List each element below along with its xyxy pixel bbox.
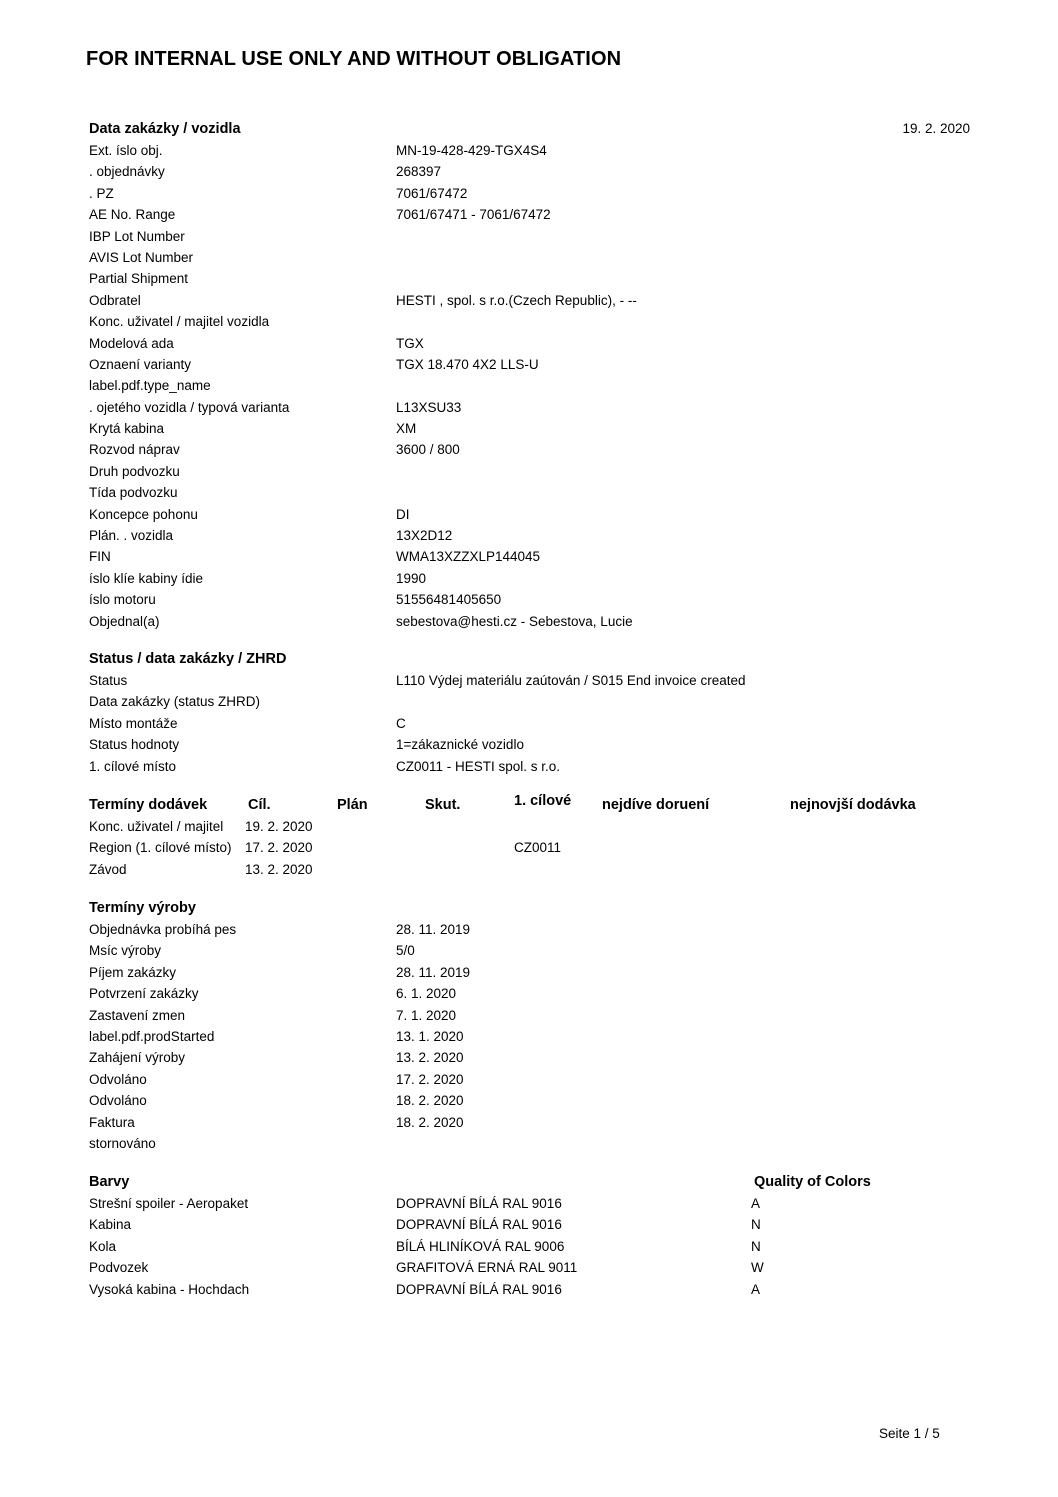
field-value: BÍLÁ HLINÍKOVÁ RAL 9006 bbox=[396, 1238, 565, 1254]
field-value: 6. 1. 2020 bbox=[396, 986, 457, 1002]
field-row bbox=[89, 670, 989, 691]
colors-header-row bbox=[89, 1171, 989, 1193]
col-latest-delivery: nejnovjší dodávka bbox=[790, 797, 916, 813]
field-label: stornováno bbox=[89, 1135, 156, 1151]
field-label: IBP Lot Number bbox=[89, 228, 185, 244]
field-label: Zahájení výroby bbox=[89, 1050, 186, 1066]
field-value: 7061/67472 bbox=[396, 185, 468, 201]
field-label: Rozvod náprav bbox=[89, 442, 180, 458]
production-rows bbox=[89, 919, 989, 1154]
delivery-row bbox=[89, 859, 989, 880]
quality-of-colors-heading: Quality of Colors bbox=[754, 1174, 871, 1190]
delivery-target-date: 13. 2. 2020 bbox=[245, 861, 313, 877]
field-label: íslo motoru bbox=[89, 592, 156, 608]
field-row bbox=[89, 333, 989, 354]
field-label: AE No. Range bbox=[89, 207, 176, 223]
field-value: 13. 2. 2020 bbox=[396, 1050, 464, 1066]
page-title: FOR INTERNAL USE ONLY AND WITHOUT OBLIGATION bbox=[86, 48, 622, 70]
field-value: 28. 11. 2019 bbox=[396, 964, 471, 980]
color-quality: N bbox=[751, 1238, 761, 1254]
status-rows bbox=[89, 670, 989, 777]
field-row bbox=[89, 611, 989, 632]
field-label: Odvoláno bbox=[89, 1071, 147, 1087]
status-section bbox=[89, 648, 989, 777]
field-label: AVIS Lot Number bbox=[89, 249, 194, 265]
color-quality: A bbox=[751, 1281, 761, 1297]
delivery-row bbox=[89, 816, 989, 837]
field-row bbox=[89, 1047, 989, 1068]
field-row bbox=[89, 397, 989, 418]
field-label: 1. cílové místo bbox=[89, 758, 177, 774]
field-value: 268397 bbox=[396, 164, 442, 180]
field-label: Zastavení zmen bbox=[89, 1007, 186, 1023]
production-section bbox=[89, 897, 989, 1154]
field-row bbox=[89, 1257, 989, 1278]
field-row bbox=[89, 375, 989, 396]
field-row bbox=[89, 1005, 989, 1026]
field-value: DI bbox=[396, 506, 410, 522]
field-label: label.pdf.type_name bbox=[89, 378, 211, 394]
field-row bbox=[89, 1090, 989, 1111]
field-row bbox=[89, 1069, 989, 1090]
field-row bbox=[89, 919, 989, 940]
field-row bbox=[89, 1279, 989, 1300]
page-number: Seite 1 / 5 bbox=[879, 1426, 940, 1441]
field-value: 1990 bbox=[396, 570, 427, 586]
field-value: 7061/67471 - 7061/67472 bbox=[396, 207, 551, 223]
field-value: 7. 1. 2020 bbox=[396, 1007, 457, 1023]
field-row bbox=[89, 226, 989, 247]
delivery-header-row bbox=[89, 794, 989, 816]
field-row bbox=[89, 713, 989, 734]
field-label: . objednávky bbox=[89, 164, 165, 180]
field-value: 13X2D12 bbox=[396, 528, 453, 544]
field-row bbox=[89, 1236, 989, 1257]
field-row bbox=[89, 734, 989, 755]
field-row bbox=[89, 140, 989, 161]
delivery-label: Závod bbox=[89, 861, 127, 877]
field-value: C bbox=[396, 715, 406, 731]
field-row bbox=[89, 204, 989, 225]
field-value: 18. 2. 2020 bbox=[396, 1114, 464, 1130]
field-value: 18. 2. 2020 bbox=[396, 1093, 464, 1109]
field-label: Kola bbox=[89, 1238, 117, 1254]
field-value: TGX 18.470 4X2 LLS-U bbox=[396, 356, 539, 372]
field-label: Objednal(a) bbox=[89, 613, 160, 629]
field-value: 51556481405650 bbox=[396, 592, 502, 608]
order-data-heading bbox=[89, 118, 989, 140]
field-row bbox=[89, 461, 989, 482]
field-row bbox=[89, 1026, 989, 1047]
field-value: CZ0011 - HESTI spol. s r.o. bbox=[396, 758, 561, 774]
color-quality: N bbox=[751, 1217, 761, 1233]
field-label: Strešní spoiler - Aeropaket bbox=[89, 1196, 249, 1211]
field-value: DOPRAVNÍ BÍLÁ RAL 9016 bbox=[396, 1196, 562, 1211]
field-value: L13XSU33 bbox=[396, 399, 462, 415]
field-row bbox=[89, 439, 989, 460]
field-label: Faktura bbox=[89, 1114, 135, 1130]
delivery-row bbox=[89, 837, 989, 858]
field-value: 1=zákaznické vozidlo bbox=[396, 737, 524, 753]
field-value: WMA13XZZXLP144045 bbox=[396, 549, 541, 565]
field-row bbox=[89, 290, 989, 311]
field-label: íslo klíe kabiny ídie bbox=[89, 570, 204, 586]
order-data-section bbox=[89, 118, 989, 632]
col-skut: Skut. bbox=[425, 797, 461, 813]
field-row bbox=[89, 311, 989, 332]
field-label: . PZ bbox=[89, 185, 114, 201]
field-label: Ext. íslo obj. bbox=[89, 143, 163, 158]
field-label: Kabina bbox=[89, 1217, 132, 1233]
col-cil: Cíl. bbox=[248, 797, 271, 813]
delivery-label: Region (1. cílové místo) bbox=[89, 840, 232, 856]
field-label: label.pdf.prodStarted bbox=[89, 1028, 215, 1044]
field-label: Data zakázky (status ZHRD) bbox=[89, 694, 261, 710]
document-date: 19. 2. 2020 bbox=[902, 121, 970, 136]
field-value: MN-19-428-429-TGX4S4 bbox=[396, 143, 547, 158]
field-label: Tída podvozku bbox=[89, 485, 178, 501]
field-row bbox=[89, 983, 989, 1004]
field-row bbox=[89, 546, 989, 567]
field-row bbox=[89, 268, 989, 289]
field-row bbox=[89, 691, 989, 712]
field-row bbox=[89, 940, 989, 961]
field-value: HESTI , spol. s r.o.(Czech Republic), - -- bbox=[396, 292, 637, 308]
field-value: 17. 2. 2020 bbox=[396, 1071, 464, 1087]
colors-heading: Barvy bbox=[89, 1174, 130, 1190]
field-label: Koncepce pohonu bbox=[89, 506, 198, 522]
field-label: Odvoláno bbox=[89, 1093, 147, 1109]
field-value: XM bbox=[396, 421, 417, 437]
field-value: 3600 / 800 bbox=[396, 442, 460, 458]
field-value: DOPRAVNÍ BÍLÁ RAL 9016 bbox=[396, 1281, 562, 1297]
field-label: Modelová ada bbox=[89, 335, 174, 351]
order-data-rows bbox=[89, 140, 989, 632]
field-label: Plán. . vozidla bbox=[89, 528, 174, 544]
field-row bbox=[89, 161, 989, 182]
field-label: Partial Shipment bbox=[89, 271, 189, 287]
field-label: FIN bbox=[89, 549, 111, 565]
field-value: 28. 11. 2019 bbox=[396, 922, 471, 937]
field-label: Odbratel bbox=[89, 292, 141, 308]
field-row bbox=[89, 568, 989, 589]
field-label: Píjem zakázky bbox=[89, 964, 177, 980]
field-row bbox=[89, 482, 989, 503]
field-row bbox=[89, 1133, 989, 1154]
status-heading: Status / data zakázky / ZHRD bbox=[89, 651, 287, 667]
field-value: 5/0 bbox=[396, 943, 415, 959]
field-label: Vysoká kabina - Hochdach bbox=[89, 1281, 250, 1297]
delivery-heading: Termíny dodávek bbox=[89, 797, 208, 813]
field-label: Druh podvozku bbox=[89, 463, 180, 479]
field-label: . ojetého vozidla / typová varianta bbox=[89, 399, 290, 415]
delivery-target-date: 19. 2. 2020 bbox=[245, 819, 313, 834]
order-data-title: Data zakázky / vozidla bbox=[89, 121, 241, 137]
delivery-section bbox=[89, 794, 989, 880]
delivery-target-date: 17. 2. 2020 bbox=[245, 840, 313, 856]
field-row bbox=[89, 418, 989, 439]
field-row bbox=[89, 589, 989, 610]
field-row bbox=[89, 756, 989, 777]
field-label: Podvozek bbox=[89, 1260, 149, 1276]
field-value: sebestova@hesti.cz - Sebestova, Lucie bbox=[396, 613, 633, 629]
field-label: Potvrzení zakázky bbox=[89, 986, 199, 1002]
field-row bbox=[89, 183, 989, 204]
field-value: 13. 1. 2020 bbox=[396, 1028, 464, 1044]
col-target: 1. cílové bbox=[514, 793, 572, 809]
field-row bbox=[89, 525, 989, 546]
field-value: TGX bbox=[396, 335, 424, 351]
col-plan: Plán bbox=[337, 797, 368, 813]
field-value: L110 Výdej materiálu zaútován / S015 End invoice created bbox=[396, 673, 746, 688]
field-label: Status bbox=[89, 673, 128, 688]
col-earliest-delivery: nejdíve doruení bbox=[602, 797, 710, 813]
field-label: Status hodnoty bbox=[89, 737, 180, 753]
colors-rows bbox=[89, 1193, 989, 1300]
field-label: Objednávka probíhá pes bbox=[89, 922, 237, 937]
field-label: Krytá kabina bbox=[89, 421, 165, 437]
field-row bbox=[89, 247, 989, 268]
field-label: Msíc výroby bbox=[89, 943, 162, 959]
field-row bbox=[89, 1214, 989, 1235]
color-quality: A bbox=[751, 1196, 761, 1211]
field-value: DOPRAVNÍ BÍLÁ RAL 9016 bbox=[396, 1217, 562, 1233]
field-value: GRAFITOVÁ ERNÁ RAL 9011 bbox=[396, 1260, 578, 1276]
field-row bbox=[89, 962, 989, 983]
delivery-label: Konc. uživatel / majitel bbox=[89, 819, 224, 834]
delivery-target-location: CZ0011 bbox=[514, 840, 562, 856]
color-quality: W bbox=[751, 1260, 764, 1276]
delivery-rows bbox=[89, 816, 989, 880]
production-heading: Termíny výroby bbox=[89, 900, 196, 916]
field-row bbox=[89, 504, 989, 525]
field-row bbox=[89, 1112, 989, 1133]
field-row bbox=[89, 354, 989, 375]
field-label: Místo montáže bbox=[89, 715, 178, 731]
field-label: Konc. uživatel / majitel vozidla bbox=[89, 314, 270, 330]
colors-section bbox=[89, 1171, 989, 1300]
field-row bbox=[89, 1193, 989, 1214]
field-label: Oznaení varianty bbox=[89, 356, 192, 372]
